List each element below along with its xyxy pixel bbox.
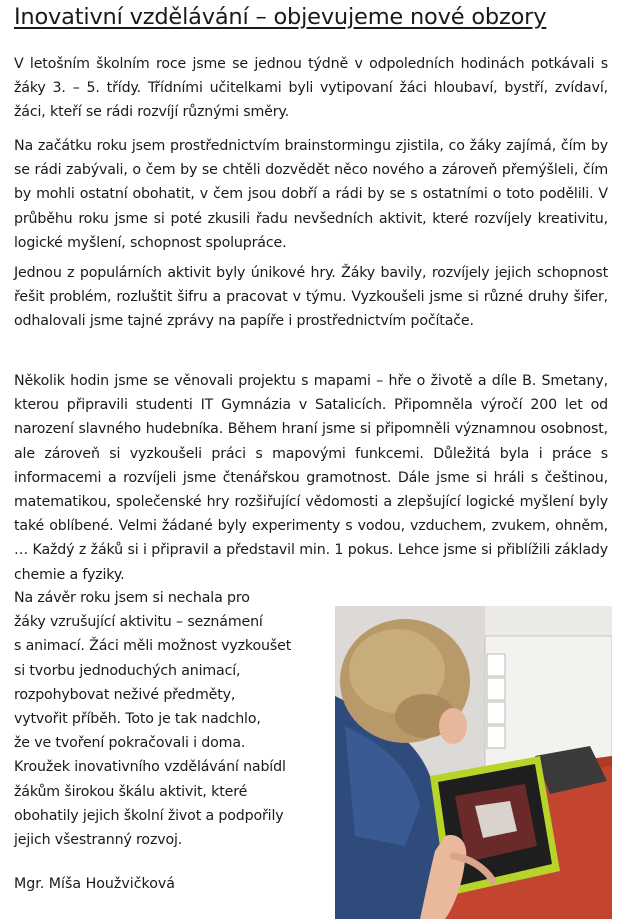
signature: Mgr. Míša Houžvičková: [14, 876, 175, 892]
paragraph-animation: Na závěr roku jsem si nechala pro žáky vzrušující aktivitu – seznámení s animací. Žáci měli možnost vyzkoušet si tvorbu jednoduchých animací, rozpohybovat neživé předměty, vytvořit příběh. Toto je tak nadchlo, že ve tvoření pokračovali i doma. Kroužek inovativního vzdělávání nabídl žákům širokou škálu aktivit, které obohatily jejich školní život a podpořily jejich všestranný rozvoj.: [14, 590, 292, 849]
paragraph-brainstorming: Na začátku roku jsem prostřednictvím brainstormingu zjistila, co žáky zajímá, čím by se rádi zabývali, o čem by se chtěli dozvědět něco nového a zároveň přemýšleli, čím by mohli ostatní obohatit, v čem jsou dobří a rádi by se s ostatními o toto podělili. V průběhu roku jsme si poté zkusili řadu nevšedních aktivit, které rozvíjely kreativitu, logické myšlení, schopnost spolupráce.: [14, 138, 608, 251]
paragraph-escape-games: Jednou z populárních aktivit byly únikové hry. Žáky bavily, rozvíjely jejich schopnost řešit problém, rozluštit šifru a pracovat v týmu. Vyzkoušeli jsme si různé druhy šifer, odhalovali jsme tajné zprávy na papíře i prostřednictvím počítače.: [14, 265, 608, 330]
photo-child-with-tablet: [335, 606, 612, 919]
paragraph-intro: V letošním školním roce jsme se jednou týdně v odpoledních hodinách potkávali s žáky 3. – 5. třídy. Třídními učitelkami byli vytipovaní žáci hloubaví, bystří, zvídaví, žáci, kteří se rádi rozvíjí různými směry.: [14, 56, 608, 121]
paragraph-projects: Několik hodin jsme se věnovali projektu s mapami – hře o životě a díle B. Smetany, kterou připravili studenti IT Gymnázia v Satalicích. Připomněla výročí 200 let od narození slavného hudebníka. Během hraní jsme si připomněli významnou osobnost, ale zároveň si vyzkoušeli práci s mapovými funkcemi. Důležitá byla i práce s informacemi a rozvíjeli jsme čtenářskou gramotnost. Dále jsme si hráli s češtinou, matematikou, společenské hry rozšiřující vědomosti a zlepšující logické myšlení byly také oblíbené. Velmi žádané byly experimenty s vodou, vzduchem, zvukem, ohněm, … Každý z žáků si i připravil a představil min. 1 pokus. Lehce jsme si přiblížili základy chemie a fyziky.: [14, 373, 608, 583]
page-title: Inovativní vzdělávání – objevujeme nové obzory: [14, 4, 547, 30]
